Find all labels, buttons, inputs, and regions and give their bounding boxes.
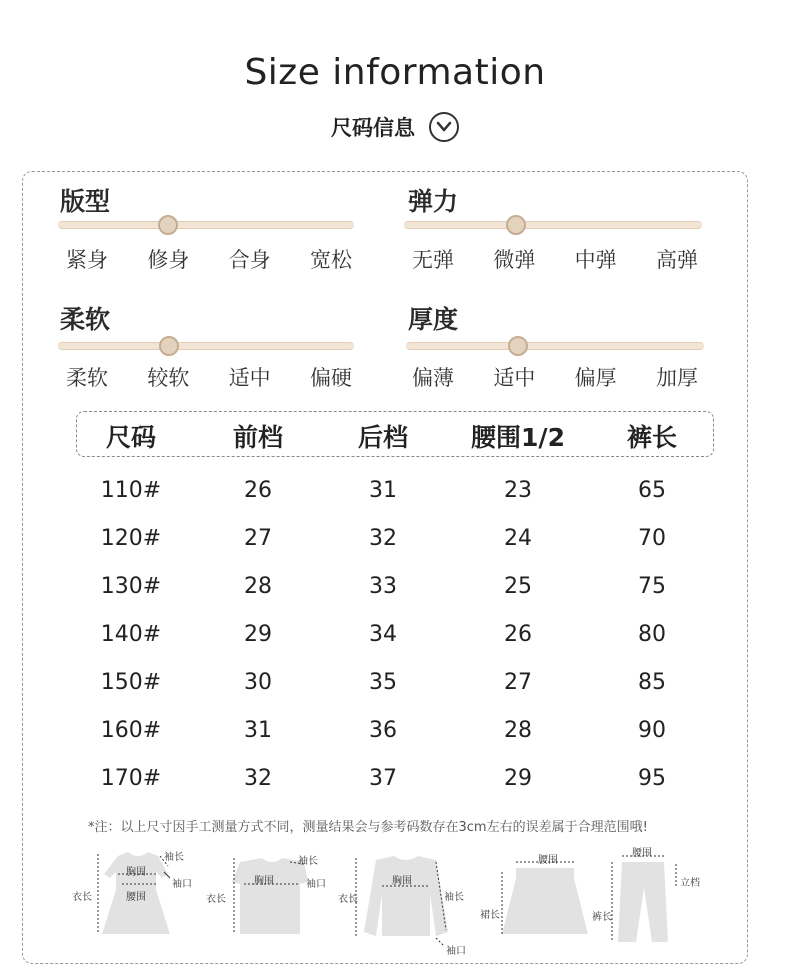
table-cell: 25	[504, 574, 532, 599]
option-label: 修身	[147, 248, 190, 272]
property-fit	[60, 182, 110, 218]
table-cell: 150#	[100, 670, 162, 695]
table-cell: 110#	[100, 478, 162, 503]
column-header-front-rise: 前档	[232, 423, 284, 452]
length-label: 衣长	[338, 894, 358, 905]
table-row	[0, 622, 790, 652]
softness-slider	[58, 342, 354, 350]
pants-length-label: 裤长	[592, 912, 612, 923]
table-cell: 32	[244, 766, 272, 791]
table-cell: 140#	[100, 622, 162, 647]
table-cell: 32	[369, 526, 397, 551]
table-cell: 120#	[100, 526, 162, 551]
property-softness	[60, 300, 110, 336]
cuff-label: 袖口	[172, 879, 192, 890]
waist-label: 腰围	[538, 855, 558, 866]
table-cell: 28	[504, 718, 532, 743]
slider-knob	[158, 215, 178, 235]
option-label: 偏厚	[574, 366, 617, 390]
table-cell: 24	[504, 526, 532, 551]
elasticity-options	[412, 244, 698, 274]
property-title: 厚度	[408, 305, 459, 334]
option-label: 微弹	[493, 248, 536, 272]
option-label: 紧身	[66, 248, 108, 272]
table-cell: 35	[369, 670, 397, 695]
table-row	[0, 670, 790, 700]
table-cell: 160#	[100, 718, 162, 743]
option-label: 无弹	[412, 248, 454, 272]
table-row	[0, 718, 790, 748]
pants-diagram	[590, 842, 710, 952]
table-cell: 65	[638, 478, 666, 503]
option-label: 偏硬	[309, 366, 352, 390]
skirt-length-label: 裙长	[480, 910, 500, 921]
measurement-note: *注：以上尺寸因手工测量方式不同，测量结果会与参考码数存在3cm左右的误差属于合理范围哦!	[88, 820, 648, 835]
table-cell: 36	[369, 718, 397, 743]
table-cell: 28	[244, 574, 272, 599]
table-cell: 34	[369, 622, 397, 647]
subtitle-row	[0, 112, 790, 142]
tshirt-diagram	[204, 842, 336, 952]
option-label: 高弹	[655, 248, 698, 272]
table-cell: 37	[369, 766, 397, 791]
property-title: 弹力	[408, 187, 459, 216]
option-label: 适中	[228, 366, 271, 390]
table-cell: 130#	[100, 574, 162, 599]
fit-options	[66, 244, 352, 274]
option-label: 加厚	[655, 366, 698, 390]
chest-label: 胸围	[126, 867, 146, 878]
fit-slider	[58, 221, 354, 229]
table-row	[0, 526, 790, 556]
option-label: 偏薄	[412, 366, 454, 390]
property-elasticity	[408, 182, 458, 218]
sleeve-length-label: 袖长	[298, 856, 318, 867]
table-row	[0, 478, 790, 508]
property-title: 柔软	[60, 305, 111, 334]
slider-knob	[159, 336, 179, 356]
property-title: 版型	[60, 187, 111, 216]
table-cell: 170#	[100, 766, 162, 791]
property-thickness	[408, 300, 458, 336]
column-header-half-waist: 腰围1/2	[471, 423, 565, 452]
table-cell: 26	[244, 478, 272, 503]
dress-diagram	[70, 842, 200, 952]
table-row	[0, 766, 790, 796]
table-cell: 31	[244, 718, 272, 743]
option-label: 合身	[228, 248, 271, 272]
table-cell: 29	[504, 766, 532, 791]
table-cell: 27	[504, 670, 532, 695]
table-row	[0, 574, 790, 604]
table-cell: 90	[638, 718, 666, 743]
table-cell: 80	[638, 622, 666, 647]
waist-label: 腰围	[632, 848, 652, 859]
sleeve-length-label: 袖长	[164, 852, 184, 863]
subtitle: 尺码信息	[331, 116, 415, 140]
table-cell: 29	[244, 622, 272, 647]
length-label: 衣长	[72, 892, 92, 903]
chest-label: 胸围	[254, 876, 274, 887]
page-title: Size information	[244, 52, 546, 93]
table-cell: 23	[504, 478, 532, 503]
cuff-label: 袖口	[446, 946, 466, 957]
table-cell: 95	[638, 766, 666, 791]
slider-knob	[508, 336, 528, 356]
chest-label: 胸围	[392, 876, 412, 887]
option-label: 中弹	[574, 248, 617, 272]
option-label: 宽松	[309, 248, 352, 272]
length-label: 衣长	[206, 894, 226, 905]
table-cell: 75	[638, 574, 666, 599]
column-header-back-rise: 后档	[357, 423, 409, 452]
sleeve-length-label: 袖长	[444, 892, 464, 903]
column-header-pants-length: 裤长	[626, 423, 678, 452]
column-header-size: 尺码	[105, 423, 157, 452]
thickness-slider	[406, 342, 704, 350]
table-cell: 27	[244, 526, 272, 551]
table-cell: 31	[369, 478, 397, 503]
cuff-label: 袖口	[306, 879, 326, 890]
thickness-options	[412, 362, 698, 392]
sweater-diagram	[336, 842, 476, 960]
table-cell: 30	[244, 670, 272, 695]
skirt-diagram	[478, 842, 598, 952]
elasticity-slider	[404, 221, 702, 229]
softness-options	[66, 362, 352, 392]
option-label: 较软	[147, 366, 190, 390]
table-cell: 33	[369, 574, 397, 599]
slider-knob	[506, 215, 526, 235]
waist-label: 腰围	[126, 892, 146, 903]
table-cell: 70	[638, 526, 666, 551]
option-label: 适中	[493, 366, 536, 390]
option-label: 柔软	[66, 366, 108, 390]
table-cell: 85	[638, 670, 666, 695]
table-cell: 26	[504, 622, 532, 647]
rise-label: 立档	[680, 878, 700, 889]
chevron-down-icon[interactable]	[429, 112, 459, 142]
